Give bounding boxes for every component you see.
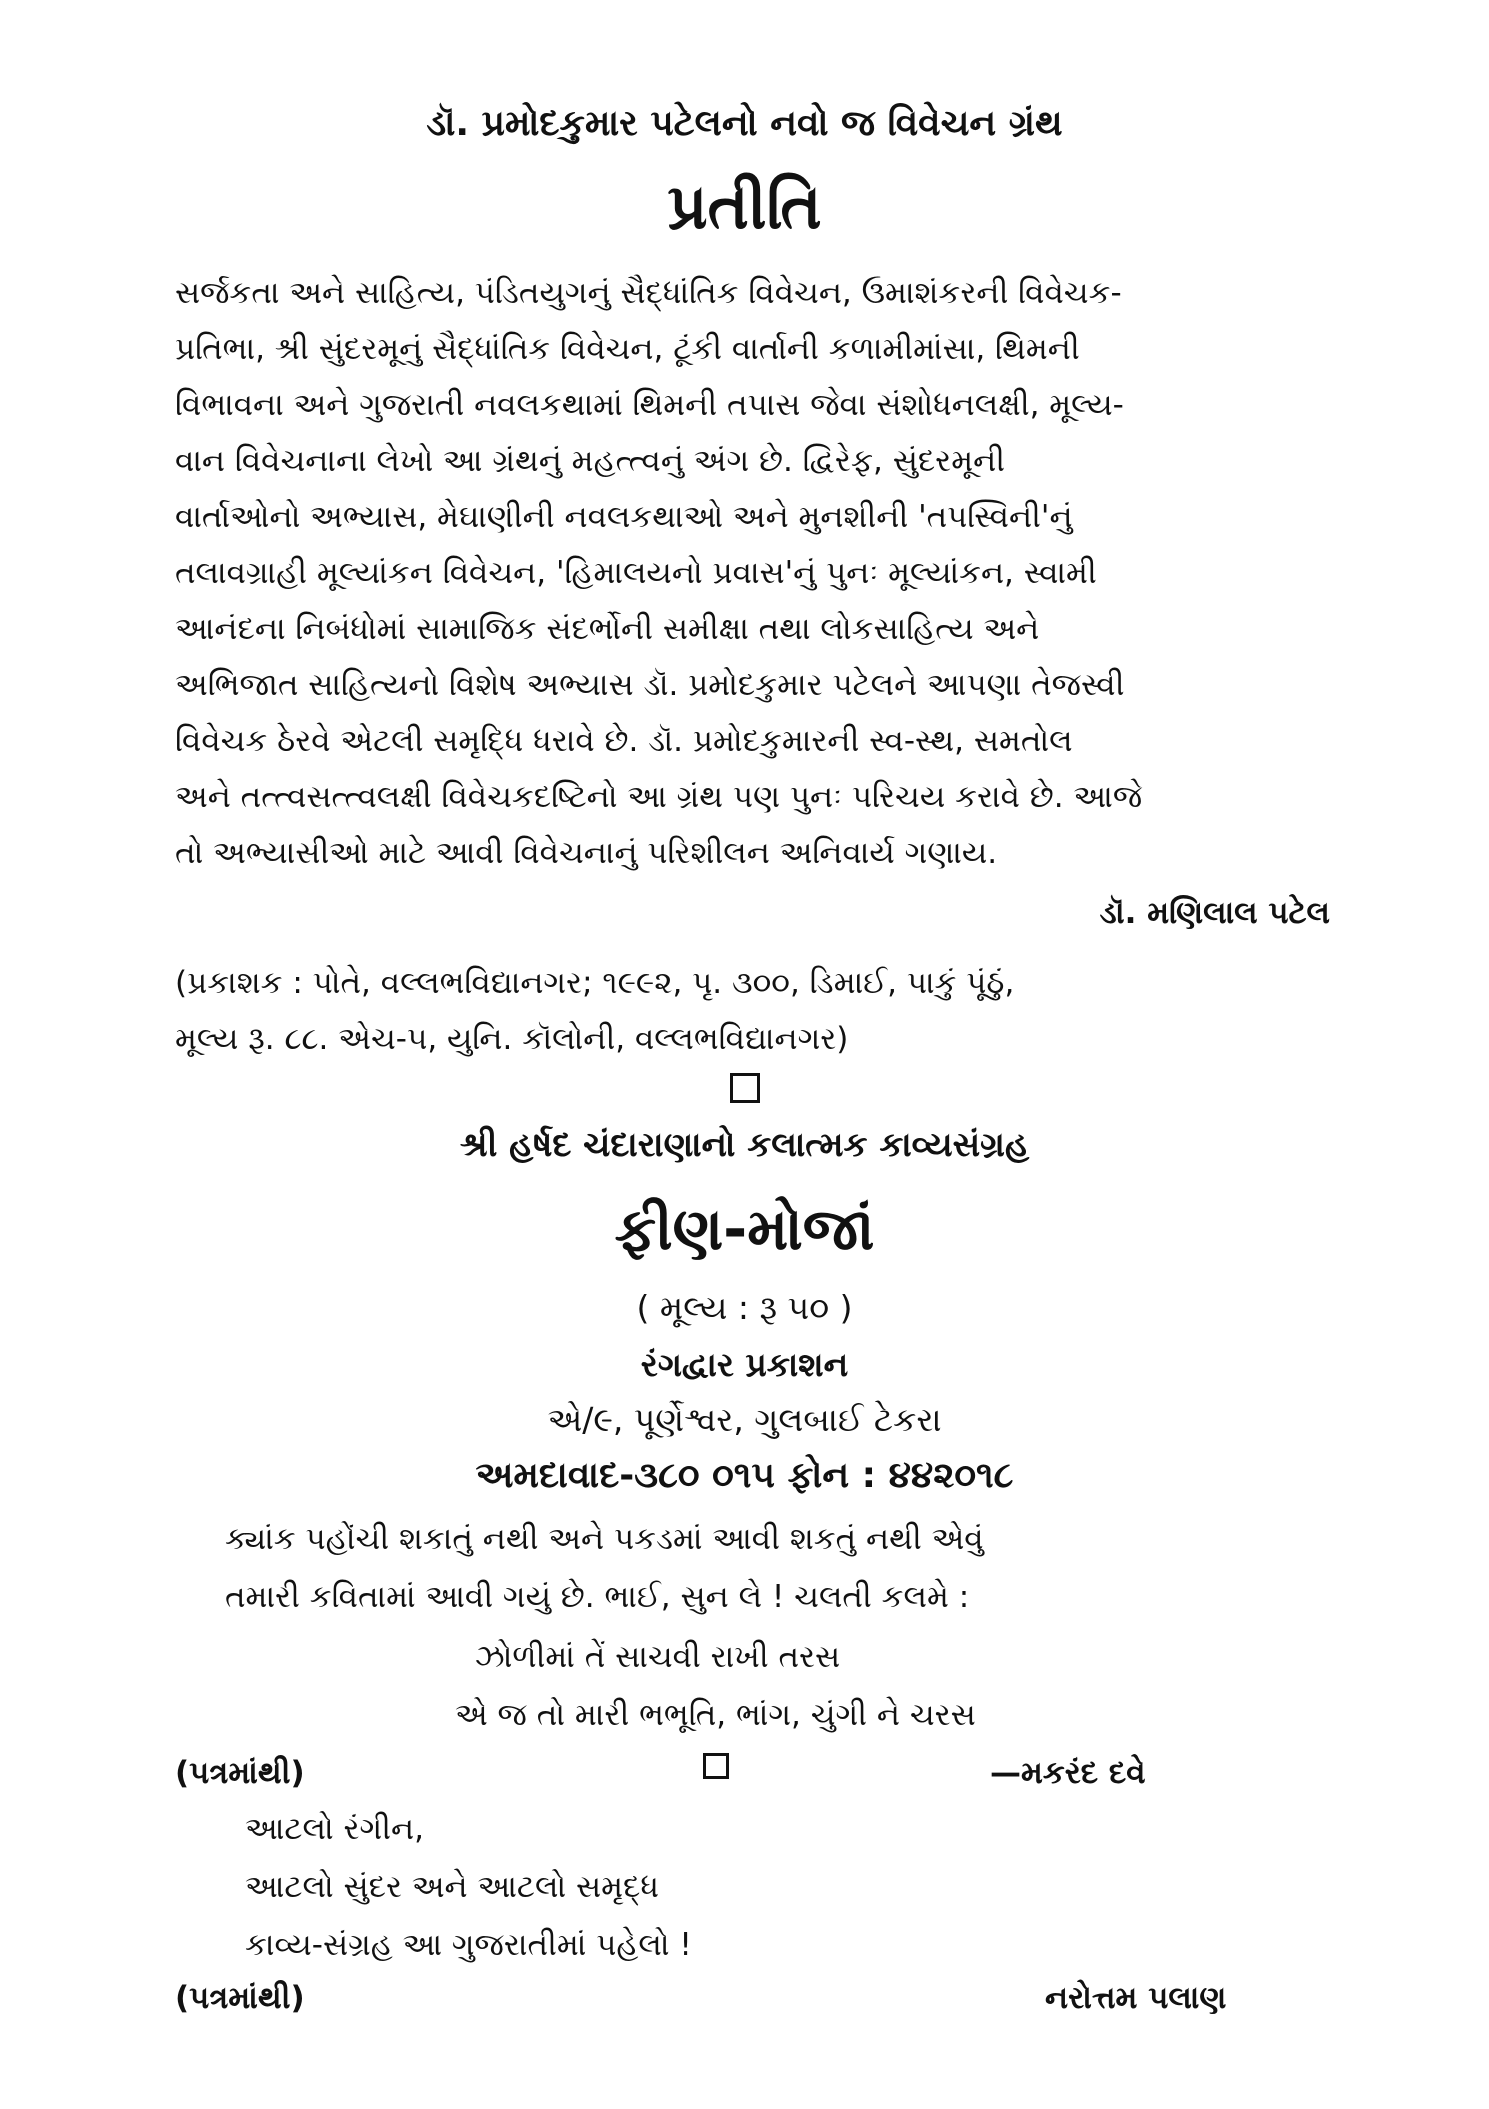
body-line: વિવેચક ઠેરવે એટલી સમૃદ્ધિ ધરાવે છે. ડૉ. પ્રમોદકુમારની સ્વ-સ્થ, સમતોલ <box>175 723 1073 759</box>
review-line: કાવ્ય-સંગ્રહ આ ગુજરાતીમાં પહેલો ! <box>245 1927 692 1963</box>
body-line: પ્રતિભા, શ્રી સુંદરમૂનું સૈદ્ધાંતિક વિવેચન, ટૂંકી વાર્તાની કળામીમાંસા, થિમની <box>175 331 1080 367</box>
review1-source: (પત્રમાંથી) <box>175 1755 305 1791</box>
publisher-line: (પ્રકાશક : પોતે, વલ્લભવિદ્યાનગર; ૧૯૯૨, પૃ. ૩૦૦, ડિમાઈ, પાકું પૂંઠું, <box>175 965 1015 1001</box>
review2-author: નરોત્તમ પલાણ <box>1045 1980 1227 2016</box>
body-line: વાર્તાઓનો અભ્યાસ, મેઘાણીની નવલકથાઓ અને મુનશીની 'તપસ્વિની'નું <box>175 499 1073 535</box>
article1-body <box>175 265 1325 881</box>
publisher-address: એ/૯, પૂર્ણેશ્વર, ગુલબાઈ ટેકરા <box>547 1400 942 1439</box>
review-line: ક્યાંક પહોંચી શકાતું નથી અને પકડમાં આવી શકતું નથી એવું <box>225 1521 984 1557</box>
article1-heading: ડૉ. પ્રમોદકુમાર પટેલનો નવો જ વિવેચન ગ્રંથ <box>426 103 1063 144</box>
review-line: આટલો રંગીન, <box>245 1811 424 1847</box>
review1-author: —મકરંદ દવે <box>990 1755 1146 1791</box>
verse-block <box>455 1628 1275 1744</box>
review2-text <box>245 1800 1045 1974</box>
body-line: વિભાવના અને ગુજરાતી નવલકથામાં થિમની તપાસ જેવા સંશોધનલક્ષી, મૂલ્ય- <box>175 387 1124 423</box>
review-line: તમારી કવિતામાં આવી ગયું છે. ભાઈ, સુન લે ! ચલતી કલમે : <box>225 1579 970 1615</box>
article1-signature: ડૉ. મણિલાલ પટેલ <box>1099 895 1330 931</box>
verse-line: એ જ તો મારી ભભૂતિ, ભાંગ, ચુંગી ને ચરસ <box>455 1697 976 1733</box>
article1-title: પ્રતીતિ <box>667 170 822 243</box>
verse-line: ઝોળીમાં તેં સાચવી રાખી તરસ <box>475 1639 841 1675</box>
article2-title: ફીણ-મોજાં <box>614 1195 875 1263</box>
article1-publisher-info <box>175 955 1335 1067</box>
small-divider-box <box>703 1753 729 1779</box>
body-line: અને તત્ત્વસત્ત્વલક્ષી વિવેચકદષ્ટિનો આ ગ્રંથ પણ પુનઃ પરિચય કરાવે છે. આજે <box>175 779 1143 815</box>
city-phone: અમદાવાદ-૩૮૦ ૦૧૫ ફોન : ૪૪૨૦૧૮ <box>475 1455 1014 1496</box>
body-line: આનંદના નિબંધોમાં સામાજિક સંદર્ભોની સમીક્ષા તથા લોકસાહિત્ય અને <box>175 611 1040 647</box>
price-text: ( મૂલ્ય : રૂ ૫૦ ) <box>636 1288 853 1327</box>
body-line: સર્જકતા અને સાહિત્ય, પંડિતયુગનું સૈદ્ધાંતિક વિવેચન, ઉમાશંકરની વિવેચક- <box>175 275 1122 311</box>
body-line: તલાવગ્રાહી મૂલ્યાંકન વિવેચન, 'હિમાલયનો પ્રવાસ'નું પુનઃ મૂલ્યાંકન, સ્વામી <box>175 555 1097 591</box>
body-line: વાન વિવેચનાના લેખો આ ગ્રંથનું મહત્ત્વનું અંગ છે. દ્વિરેફ, સુંદરમૂની <box>175 443 1006 479</box>
review2-source: (પત્રમાંથી) <box>175 1980 305 2016</box>
article2-heading: શ્રી હર્ષદ ચંદારાણાનો કલાત્મક કાવ્યસંગ્રહ <box>459 1125 1030 1165</box>
body-line: તો અભ્યાસીઓ માટે આવી વિવેચનાનું પરિશીલન અનિવાર્ય ગણાય. <box>175 835 998 871</box>
publisher-line: મૂલ્ય રૂ. ૮૮. એચ-૫, યુનિ. કૉલોની, વલ્લભવિદ્યાનગર) <box>175 1021 849 1057</box>
body-line: અભિજાત સાહિત્યનો વિશેષ અભ્યાસ ડૉ. પ્રમોદકુમાર પટેલને આપણા તેજસ્વી <box>175 667 1125 703</box>
publisher-name: રંગદ્વાર પ્રકાશન <box>640 1345 849 1384</box>
review1-text <box>225 1510 1325 1626</box>
review-line: આટલો સુંદર અને આટલો સમૃદ્ધ <box>245 1869 659 1905</box>
section-divider-box <box>730 1073 760 1103</box>
